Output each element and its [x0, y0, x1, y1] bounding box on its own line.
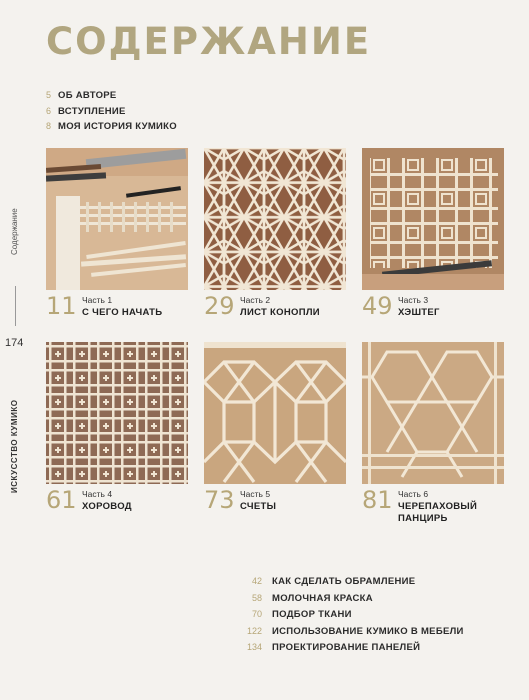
part-label: Часть 2	[240, 295, 271, 305]
part-title: С ЧЕГО НАЧАТЬ	[82, 307, 163, 318]
part-1-image	[46, 148, 188, 290]
toc-page-number: 5	[46, 90, 52, 100]
toc-entry[interactable]	[46, 121, 177, 137]
part-label: Часть 4	[82, 489, 113, 499]
toc-entry-label: МОЛОЧНАЯ КРАСКА	[272, 592, 373, 604]
toc-entry-label: ПОДБОР ТКАНИ	[272, 609, 352, 620]
toc-entry[interactable]	[46, 90, 177, 106]
toc-entry[interactable]	[240, 609, 464, 626]
part-4-image	[46, 342, 188, 484]
toc-entry[interactable]	[46, 106, 177, 122]
side-runner	[6, 170, 28, 600]
part-title: ХЭШТЕГ	[398, 307, 440, 318]
running-book-title: ИСКУССТВО КУМИКО	[10, 399, 19, 493]
part-page-number: 73	[204, 486, 235, 514]
part-page-number: 11	[46, 292, 77, 320]
toc-page-number: 134	[246, 642, 262, 652]
part-page-number: 81	[362, 486, 393, 514]
toc-entry[interactable]	[240, 576, 464, 593]
page-number: 174	[5, 337, 24, 349]
toc-page-number: 58	[251, 592, 262, 603]
part-3-image	[362, 148, 504, 290]
toc-entry[interactable]	[240, 593, 464, 610]
part-6-image	[362, 342, 504, 484]
part-title-line2: ПАНЦИРЬ	[398, 513, 448, 524]
runner-divider	[15, 286, 16, 326]
part-title: ХОРОВОД	[82, 501, 132, 512]
part-label: Часть 6	[398, 489, 429, 499]
part-label: Часть 3	[398, 295, 429, 305]
part-page-number: 61	[46, 486, 77, 514]
toc-entry-label: ПРОЕКТИРОВАНИЕ ПАНЕЛЕЙ	[272, 642, 421, 653]
toc-entry-label: ВСТУПЛЕНИЕ	[58, 105, 126, 117]
toc-entry-label: ИСПОЛЬЗОВАНИЕ КУМИКО В МЕБЕЛИ	[272, 625, 464, 637]
part-label: Часть 5	[240, 489, 271, 499]
toc-page-number: 42	[251, 576, 262, 586]
part-2-image	[204, 148, 346, 290]
part-title: ЧЕРЕПАХОВЫЙ	[398, 501, 478, 512]
part-title: ЛИСТ КОНОПЛИ	[240, 307, 320, 318]
toc-page-number: 122	[246, 625, 262, 636]
toc-page-number: 70	[251, 609, 262, 619]
part-page-number: 29	[204, 292, 235, 320]
toc-entry[interactable]	[240, 642, 464, 659]
part-label: Часть 1	[82, 295, 113, 305]
toc-entry-label: ОБ АВТОРЕ	[58, 90, 117, 101]
toc-entry[interactable]	[240, 626, 464, 643]
part-page-number: 49	[362, 292, 393, 320]
toc-page-number: 8	[46, 121, 52, 131]
part-title: СЧЕТЫ	[240, 501, 277, 512]
supplement-list	[240, 576, 464, 659]
toc-entry-label: КАК СДЕЛАТЬ ОБРАМЛЕНИЕ	[272, 576, 416, 587]
toc-page-number: 6	[46, 105, 52, 116]
toc-entry-label: МОЯ ИСТОРИЯ КУМИКО	[58, 121, 177, 132]
page-title: СОДЕРЖАНИЕ	[46, 20, 372, 63]
intro-list	[46, 90, 177, 137]
part-5-image	[204, 342, 346, 484]
running-section-title: Содержание	[10, 208, 19, 255]
